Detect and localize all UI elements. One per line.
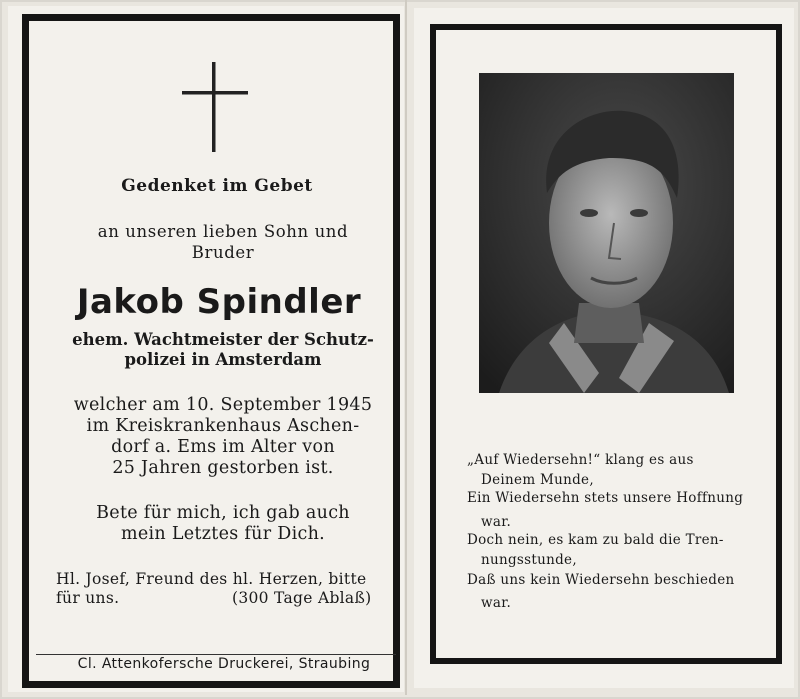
rank-line-2: polizei in Amsterdam: [124, 350, 322, 369]
poem-line: „Auf Wiedersehn!“ klang es aus: [467, 452, 694, 468]
death-line-2: im Kreiskrankenhaus Aschen-: [86, 416, 360, 436]
poem-line: war.: [481, 595, 512, 611]
poem-line: Ein Wiedersehn stets unsere Hoffnung: [467, 490, 744, 506]
poem-line: nungsstunde,: [481, 552, 577, 568]
memorial-heading: Gedenket im Gebet: [121, 176, 313, 196]
death-line-4: 25 Jahren gestorben ist.: [112, 458, 334, 478]
death-line-3: dorf a. Ems im Alter von: [111, 437, 335, 457]
intro-line-1: an unseren lieben Sohn und: [97, 222, 349, 241]
poem-line: Daß uns kein Wiedersehn beschieden: [467, 572, 735, 588]
prayer-line-1: Hl. Josef, Freund des hl. Herzen, bitte: [56, 570, 367, 588]
deceased-name: Jakob Spindler: [76, 282, 362, 322]
portrait-photo: [479, 73, 734, 393]
poem-line: Doch nein, es kam zu bald die Tren-: [467, 532, 724, 548]
poem-line: Deinem Munde,: [481, 472, 594, 488]
footer-rule: [36, 654, 396, 655]
poem-line: war.: [481, 514, 512, 530]
rank-line-1: ehem. Wachtmeister der Schutz-: [72, 330, 374, 349]
death-line-1: welcher am 10. September 1945: [73, 395, 373, 415]
intro-line-2: Bruder: [191, 243, 255, 262]
prayer-line-2a: für uns.: [56, 589, 120, 607]
printer-imprint: Cl. Attenkofersche Druckerei, Straubing: [77, 656, 371, 672]
plea-line-2: mein Letztes für Dich.: [120, 524, 326, 544]
card-fold: [405, 0, 407, 695]
cross-icon: [182, 62, 248, 152]
prayer-line-2b: (300 Tage Ablaß): [232, 589, 372, 607]
portrait-photo-icon: [479, 73, 734, 393]
plea-line-1: Bete für mich, ich gab auch: [96, 503, 350, 523]
